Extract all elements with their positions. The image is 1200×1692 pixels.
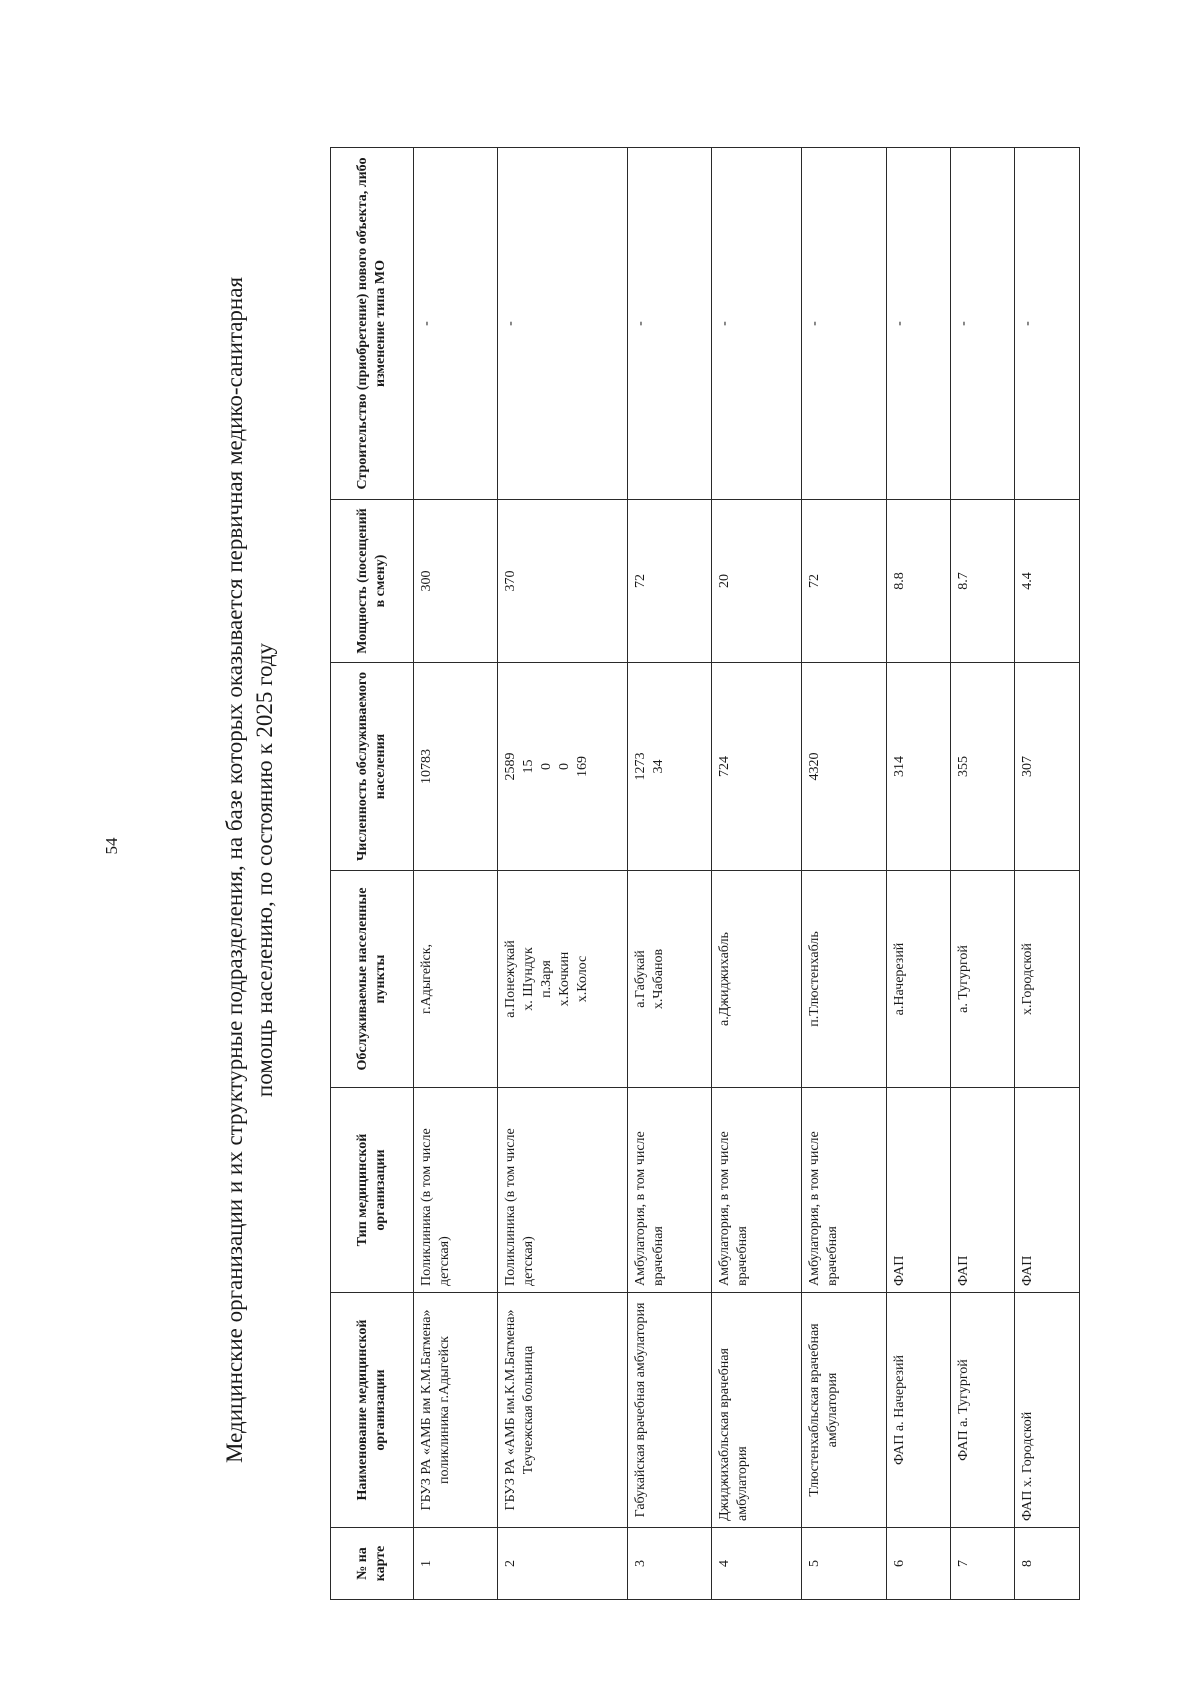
table-row bbox=[627, 148, 712, 1600]
cell-num: 3 bbox=[627, 1528, 712, 1600]
population-value: 724 bbox=[717, 756, 733, 777]
population-value: 0 bbox=[557, 763, 573, 770]
population-value: 355 bbox=[955, 756, 971, 777]
cell-type: ФАП bbox=[886, 1088, 950, 1293]
settlement: п.Тлюстенхабль bbox=[806, 931, 822, 1027]
rotated-content bbox=[214, 140, 1084, 1600]
cell-num: 4 bbox=[712, 1528, 802, 1600]
medical-organizations-table bbox=[330, 147, 1080, 1600]
cell-num: 7 bbox=[950, 1528, 1014, 1600]
document-title bbox=[220, 140, 280, 1600]
cell-capacity: 8.8 bbox=[886, 500, 950, 663]
population-value: 2589 bbox=[502, 752, 518, 781]
table-row bbox=[414, 148, 498, 1600]
table-row bbox=[712, 148, 802, 1600]
cell-settlements bbox=[712, 871, 802, 1088]
cell-population bbox=[950, 663, 1014, 871]
cell-settlements bbox=[1015, 871, 1080, 1088]
population-value: 314 bbox=[891, 756, 907, 777]
population-value: 10783 bbox=[419, 749, 434, 784]
cell-population bbox=[497, 663, 627, 871]
population-value: 0 bbox=[539, 763, 554, 770]
cell-name: Габукайская врачебная амбулатория bbox=[627, 1293, 712, 1528]
cell-settlements bbox=[497, 871, 627, 1088]
cell-num: 5 bbox=[801, 1528, 886, 1600]
header-org-type: Тип медицинской организации bbox=[331, 1088, 414, 1293]
cell-population bbox=[712, 663, 802, 871]
settlement: х.Колос bbox=[575, 955, 591, 1003]
cell-name: Тлюстенхабльская врачебная амбулатория bbox=[801, 1293, 886, 1528]
cell-construction: - bbox=[1015, 148, 1080, 500]
cell-type: Амбулатория, в том числе врачебная bbox=[801, 1088, 886, 1293]
cell-capacity: 4.4 bbox=[1015, 500, 1080, 663]
cell-name: ГБУЗ РА «АМБ им К.М.Батмена» поликлиника г.Адыгейск bbox=[414, 1293, 498, 1528]
settlement: а.Понежукай bbox=[502, 940, 518, 1018]
cell-capacity: 300 bbox=[414, 500, 498, 663]
settlement: х.Городской bbox=[1020, 943, 1036, 1015]
population-value: 1273 bbox=[632, 752, 648, 781]
cell-type: ФАП bbox=[1015, 1088, 1080, 1293]
cell-population bbox=[886, 663, 950, 871]
cell-type: Поликлиника (в том числе детская) bbox=[497, 1088, 627, 1293]
table-row bbox=[1015, 148, 1080, 1600]
settlement: а.Габукай bbox=[632, 950, 648, 1008]
cell-population bbox=[627, 663, 712, 871]
settlement: х.Чабанов bbox=[650, 948, 666, 1010]
cell-num: 8 bbox=[1015, 1528, 1080, 1600]
table-row bbox=[886, 148, 950, 1600]
population-value: 34 bbox=[650, 759, 666, 774]
cell-construction: - bbox=[627, 148, 712, 500]
cell-capacity: 72 bbox=[801, 500, 886, 663]
cell-type: ФАП bbox=[950, 1088, 1014, 1293]
cell-name: ФАП а. Начерезий bbox=[886, 1293, 950, 1528]
cell-num: 6 bbox=[886, 1528, 950, 1600]
cell-settlements bbox=[886, 871, 950, 1088]
settlement: а.Джиджихабль bbox=[717, 932, 733, 1026]
cell-construction: - bbox=[886, 148, 950, 500]
cell-construction: - bbox=[497, 148, 627, 500]
header-org-name: Наименование медицинской организации bbox=[331, 1293, 414, 1528]
title-line-1: Медицинские организации и их структурные подразделения, на базе которых оказывается первичная медико-санитарная bbox=[222, 276, 247, 1464]
cell-settlements bbox=[627, 871, 712, 1088]
population-value: 15 bbox=[520, 759, 536, 774]
cell-name: ГБУЗ РА «АМБ им.К.М.Батмена» Теучежская больница bbox=[497, 1293, 627, 1528]
settlement: а.Начерезий bbox=[891, 942, 907, 1016]
population-value: 307 bbox=[1020, 756, 1036, 777]
table-row bbox=[801, 148, 886, 1600]
settlement: г.Адыгейск, bbox=[419, 943, 434, 1015]
cell-construction: - bbox=[801, 148, 886, 500]
cell-capacity: 72 bbox=[627, 500, 712, 663]
cell-type: Амбулатория, в том числе врачебная bbox=[712, 1088, 802, 1293]
table-row bbox=[497, 148, 627, 1600]
cell-population bbox=[1015, 663, 1080, 871]
settlement: х.Кочкин bbox=[557, 951, 573, 1007]
cell-population bbox=[414, 663, 498, 871]
cell-num: 2 bbox=[497, 1528, 627, 1600]
settlement: п.Заря bbox=[539, 960, 554, 998]
header-settlements: Обслуживаемые населенные пункты bbox=[331, 871, 414, 1088]
cell-type: Амбулатория, в том числе врачебная bbox=[627, 1088, 712, 1293]
population-value: 4320 bbox=[806, 752, 822, 781]
settlement: х. Шундук bbox=[520, 947, 536, 1011]
cell-capacity: 8.7 bbox=[950, 500, 1014, 663]
header-construction: Строительство (приобретение) нового объекта, либо изменение типа МО bbox=[331, 148, 414, 500]
table-row bbox=[950, 148, 1014, 1600]
cell-construction: - bbox=[712, 148, 802, 500]
page-number: 54 bbox=[102, 837, 121, 855]
title-line-2: помощь населению, по состоянию к 2025 году bbox=[251, 642, 277, 1098]
header-map-number: № на карте bbox=[331, 1528, 414, 1600]
cell-population bbox=[801, 663, 886, 871]
cell-settlements bbox=[801, 871, 886, 1088]
header-capacity: Мощность (посещений в смену) bbox=[331, 500, 414, 663]
cell-settlements bbox=[950, 871, 1014, 1088]
table-header-row bbox=[331, 148, 414, 1600]
settlement: а. Тугургой bbox=[955, 945, 971, 1013]
cell-settlements bbox=[414, 871, 498, 1088]
cell-capacity: 370 bbox=[497, 500, 627, 663]
cell-name: ФАП х. Городской bbox=[1015, 1293, 1080, 1528]
cell-name: ФАП а. Тугургой bbox=[950, 1293, 1014, 1528]
cell-construction: - bbox=[950, 148, 1014, 500]
cell-name: Джиджихабльская врачебная амбулатория bbox=[712, 1293, 802, 1528]
cell-capacity: 20 bbox=[712, 500, 802, 663]
cell-construction: - bbox=[414, 148, 498, 500]
cell-type: Поликлиника (в том числе детская) bbox=[414, 1088, 498, 1293]
population-value: 169 bbox=[575, 756, 591, 777]
cell-num: 1 bbox=[414, 1528, 498, 1600]
header-population: Численность обслуживаемого населения bbox=[331, 663, 414, 871]
